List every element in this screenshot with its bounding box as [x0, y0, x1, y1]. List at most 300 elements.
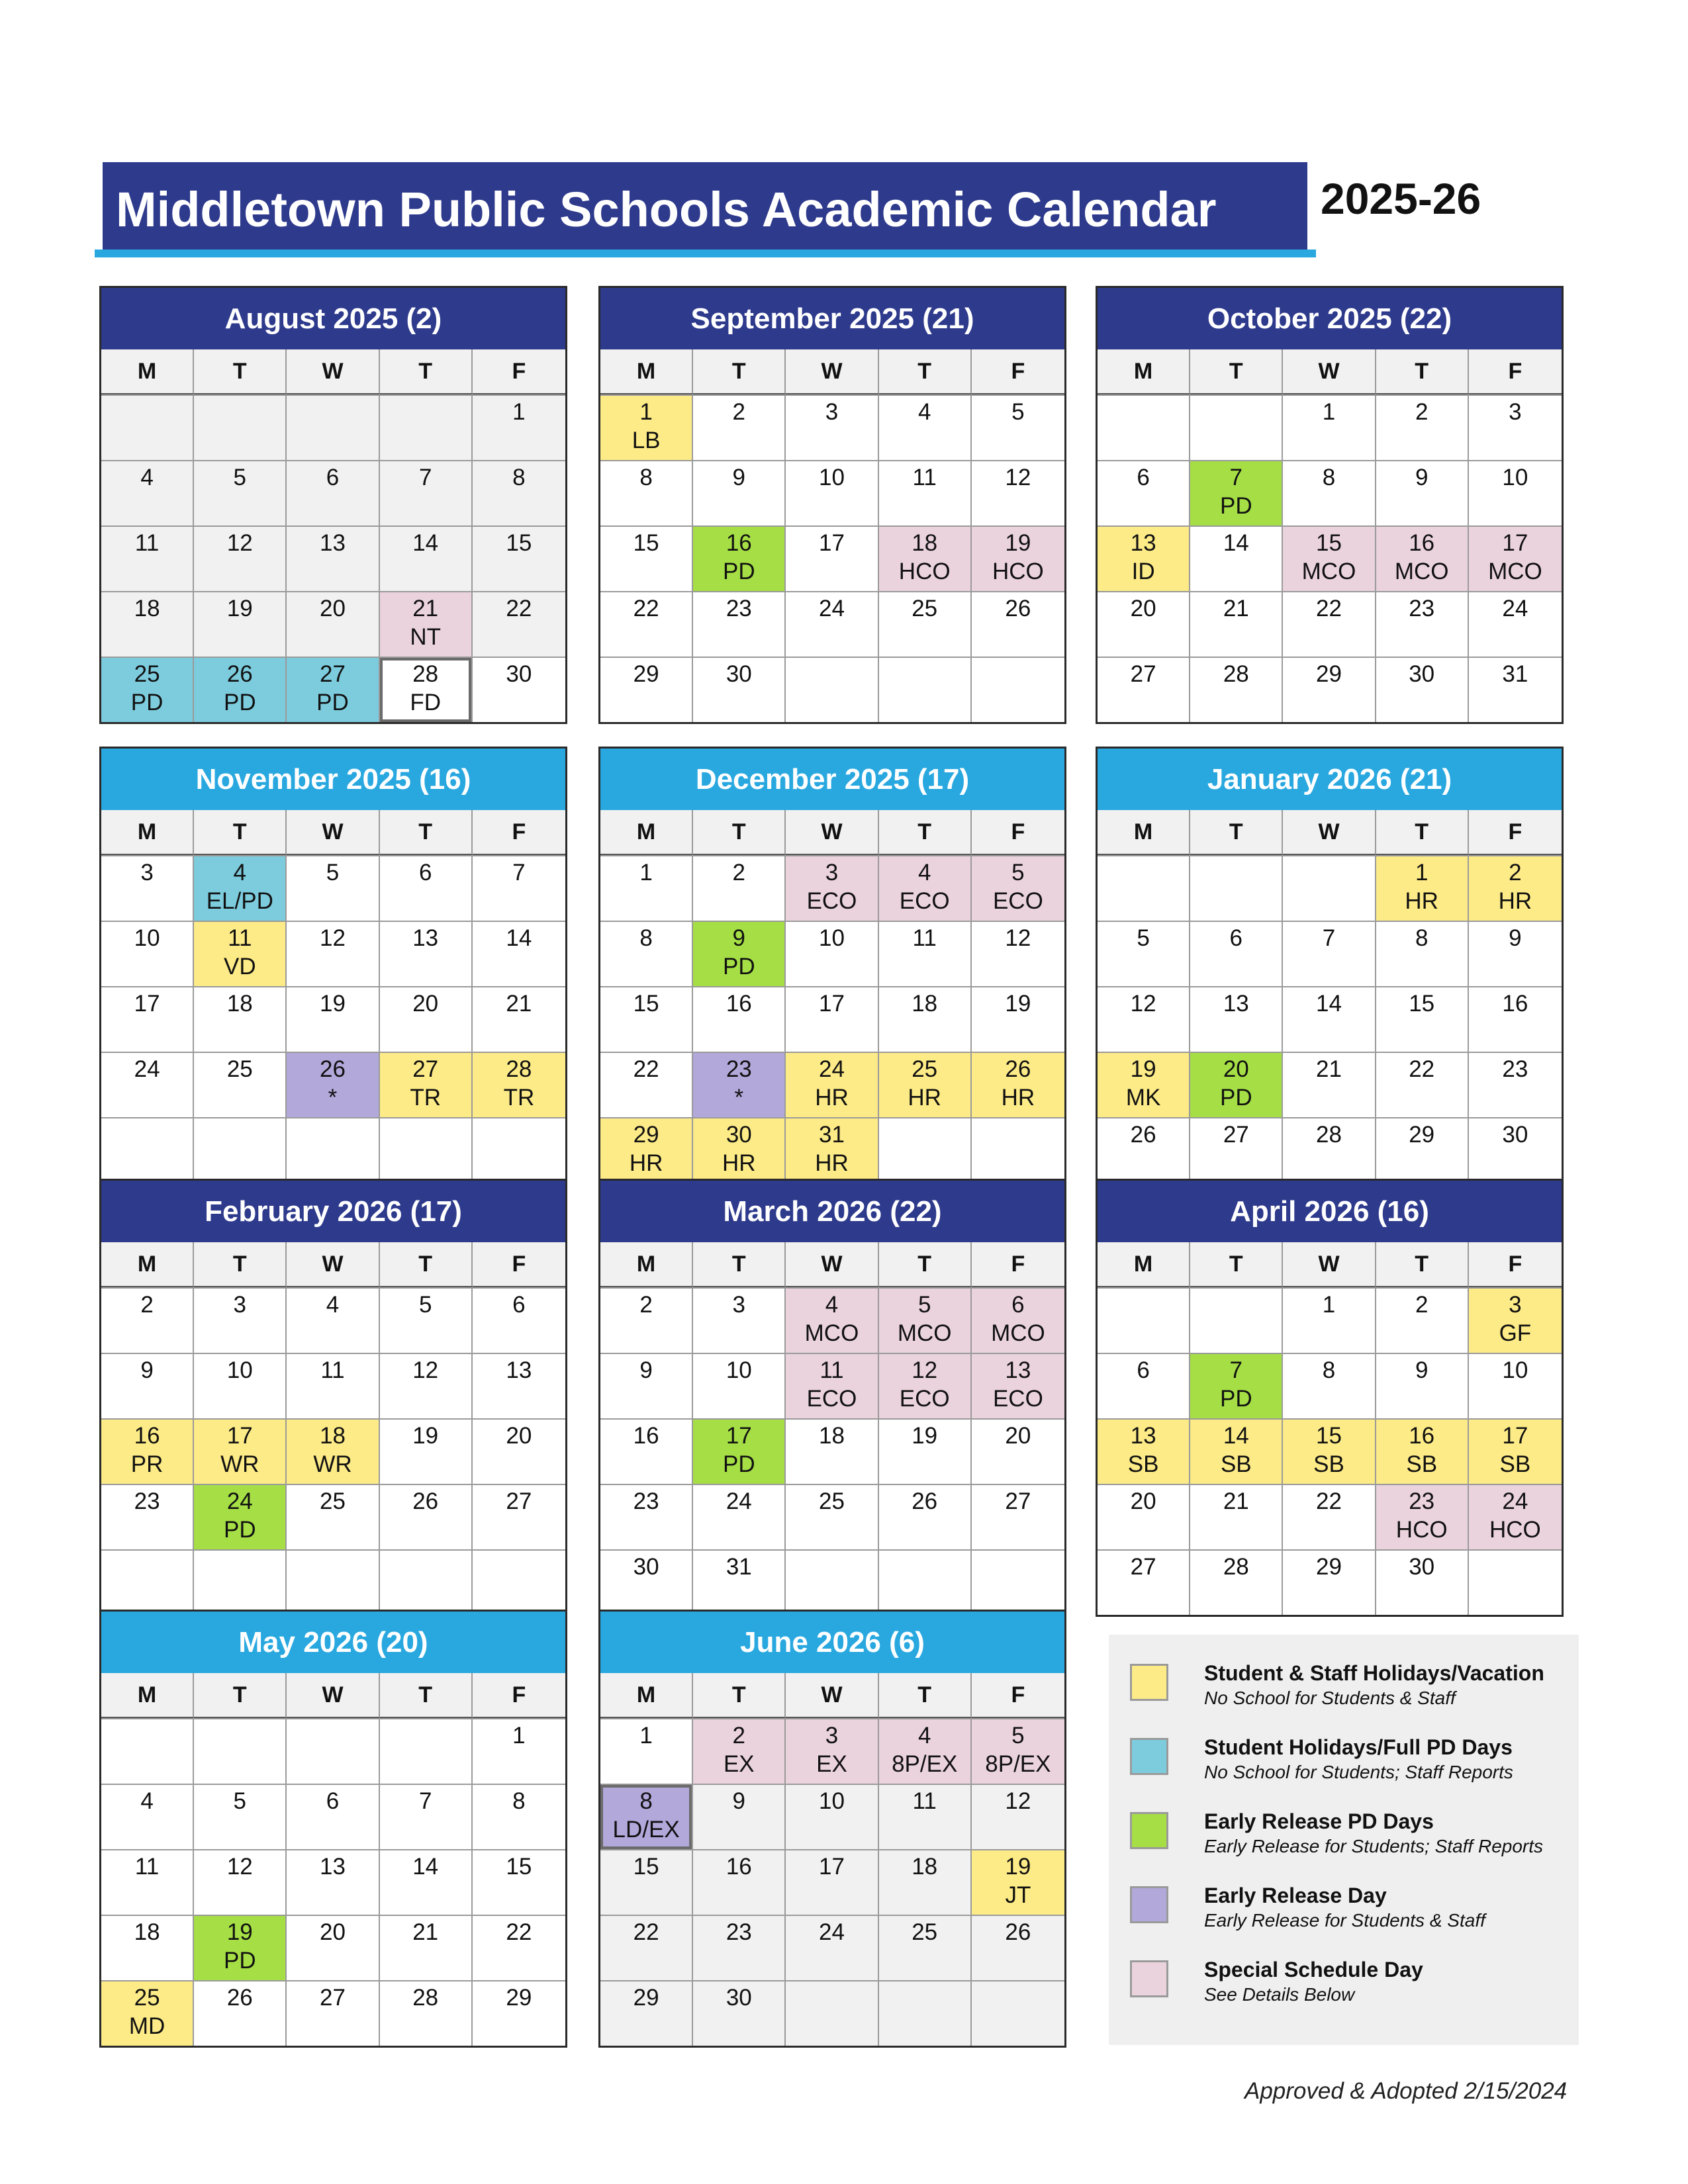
day-cell	[786, 855, 878, 921]
day-cell	[101, 460, 194, 525]
day-cell	[600, 1980, 693, 2046]
day-number: 7	[1322, 925, 1336, 951]
day-cell	[786, 921, 878, 986]
day-number: 12	[912, 1357, 938, 1383]
day-cell	[972, 591, 1064, 657]
day-number: 11	[134, 1854, 160, 1880]
day-cell	[1098, 1052, 1190, 1117]
day-cell	[879, 986, 972, 1052]
day-number: 19	[226, 1919, 253, 1945]
day-code: HR	[629, 1150, 663, 1176]
day-cell	[693, 394, 786, 460]
day-number: 25	[912, 1056, 938, 1082]
weekday-header: T	[693, 1673, 786, 1718]
legend-label: Early Release PD Days	[1204, 1809, 1434, 1833]
day-cell	[1283, 460, 1376, 525]
day-number: 29	[506, 1985, 532, 2011]
day-number: 2	[1415, 1292, 1429, 1318]
day-code: 8P/EX	[892, 1751, 958, 1777]
day-number: 16	[134, 1423, 160, 1449]
day-number: 24	[819, 1056, 845, 1082]
day-cell	[380, 657, 473, 722]
day-number: 30	[633, 1554, 659, 1580]
day-number: 25	[226, 1056, 253, 1082]
day-cell	[972, 394, 1064, 460]
day-cell	[879, 921, 972, 986]
day-number: 18	[912, 991, 938, 1017]
day-cell	[972, 1980, 1064, 2046]
weekday-header: M	[600, 1673, 693, 1718]
day-number: 9	[732, 925, 746, 951]
weekday-header: F	[1469, 349, 1562, 394]
day-cell	[879, 1980, 972, 2046]
day-number: 8	[639, 925, 653, 951]
day-number: 24	[1502, 596, 1528, 621]
day-number: 2	[732, 1723, 746, 1749]
weekday-header: T	[1190, 1242, 1283, 1287]
day-number: 9	[1415, 465, 1429, 490]
day-code: MD	[128, 2013, 165, 2039]
day-cell	[380, 855, 473, 921]
day-number: 22	[506, 596, 532, 621]
weekday-header: T	[693, 1242, 786, 1287]
day-number: 6	[1229, 925, 1243, 951]
day-number: 8	[1415, 925, 1429, 951]
day-number: 13	[1130, 530, 1156, 556]
day-cell	[287, 1849, 379, 1915]
weekday-header: T	[380, 349, 473, 394]
day-cell	[972, 1117, 1064, 1183]
day-number: 6	[512, 1292, 526, 1318]
day-cell	[473, 1418, 565, 1484]
legend-label: Special Schedule Day	[1204, 1958, 1423, 1981]
day-cell	[287, 986, 379, 1052]
weekday-header: W	[287, 349, 379, 394]
weekday-header: F	[1469, 1242, 1562, 1287]
day-code: ECO	[992, 1386, 1043, 1412]
day-number: 5	[1137, 925, 1150, 951]
day-cell	[287, 1915, 379, 1980]
month-calendar	[99, 286, 567, 724]
day-number: 11	[912, 925, 937, 951]
legend-label: Student & Staff Holidays/Vacation	[1204, 1661, 1544, 1685]
day-number: 12	[1005, 465, 1031, 490]
day-code: HCO	[898, 559, 951, 584]
day-cell	[1469, 1418, 1562, 1484]
day-cell	[693, 1915, 786, 1980]
day-cell	[287, 591, 379, 657]
day-cell	[1190, 1117, 1283, 1183]
day-code: PD	[1219, 1386, 1252, 1412]
day-number: 2	[639, 1292, 653, 1318]
day-cell	[600, 1052, 693, 1117]
day-cell	[1376, 1549, 1469, 1615]
day-code: HR	[815, 1150, 849, 1176]
day-cell	[1283, 1418, 1376, 1484]
day-number: 31	[819, 1122, 845, 1148]
day-number: 16	[726, 991, 752, 1017]
day-cell	[600, 591, 693, 657]
day-number: 17	[819, 1854, 845, 1880]
day-cell	[101, 657, 194, 722]
day-code: EL/PD	[206, 888, 273, 914]
day-cell	[380, 1287, 473, 1353]
day-cell	[1190, 921, 1283, 986]
weekday-header: F	[972, 1673, 1064, 1718]
day-cell	[194, 1484, 287, 1549]
day-cell	[1469, 394, 1562, 460]
day-code: PD	[316, 690, 349, 715]
day-cell	[879, 1287, 972, 1353]
day-cell	[101, 394, 194, 460]
day-cell	[1376, 986, 1469, 1052]
weekday-header: M	[600, 349, 693, 394]
day-number: 6	[1011, 1292, 1025, 1318]
day-cell	[380, 986, 473, 1052]
day-code: FD	[410, 690, 442, 715]
weekday-header: T	[194, 1673, 287, 1718]
day-cell	[380, 921, 473, 986]
day-code: SB	[1127, 1451, 1159, 1477]
day-cell	[1190, 1052, 1283, 1117]
day-code: MK	[1125, 1085, 1161, 1111]
day-cell	[786, 525, 878, 591]
day-cell	[1098, 855, 1190, 921]
day-number: 26	[1130, 1122, 1156, 1148]
weekday-header: T	[1376, 1242, 1469, 1287]
day-cell	[693, 1849, 786, 1915]
day-number: 8	[512, 1788, 526, 1814]
day-number: 15	[633, 530, 659, 556]
day-cell	[786, 460, 878, 525]
day-number: 9	[732, 465, 746, 490]
day-cell	[693, 1353, 786, 1418]
day-number: 16	[1502, 991, 1528, 1017]
day-number: 10	[134, 925, 160, 951]
day-cell	[693, 460, 786, 525]
day-cell	[600, 394, 693, 460]
day-number: 28	[1316, 1122, 1342, 1148]
day-cell	[600, 460, 693, 525]
day-number: 13	[320, 530, 346, 556]
day-code: HCO	[992, 559, 1044, 584]
day-cell	[287, 921, 379, 986]
day-number: 14	[412, 1854, 439, 1880]
weekday-header: T	[693, 349, 786, 394]
day-number: 4	[140, 1788, 154, 1814]
day-number: 1	[639, 860, 653, 886]
day-cell	[786, 1117, 878, 1183]
day-number: 5	[1011, 399, 1025, 425]
day-number: 7	[512, 860, 526, 886]
day-cell	[194, 591, 287, 657]
day-cell	[972, 657, 1064, 722]
day-cell	[1190, 1353, 1283, 1418]
month-title: May 2026 (20)	[101, 1612, 565, 1673]
day-cell	[194, 921, 287, 986]
day-cell	[380, 1353, 473, 1418]
day-number: 27	[1130, 1554, 1156, 1580]
month-title: December 2025 (17)	[600, 749, 1064, 810]
day-number: 23	[726, 596, 752, 621]
day-cell	[473, 657, 565, 722]
day-number: 23	[134, 1488, 160, 1514]
day-cell	[1190, 1287, 1283, 1353]
day-number: 19	[412, 1423, 439, 1449]
day-number: 14	[1223, 1423, 1249, 1449]
weekday-header: T	[194, 349, 287, 394]
day-cell	[380, 1418, 473, 1484]
day-number: 21	[1316, 1056, 1342, 1082]
school-year: 2025-26	[1321, 174, 1481, 223]
weekday-header: T	[194, 1242, 287, 1287]
day-cell	[1376, 1052, 1469, 1117]
day-cell	[879, 1549, 972, 1615]
day-cell	[600, 1718, 693, 1784]
weekday-header: T	[1190, 349, 1283, 394]
day-cell	[1190, 460, 1283, 525]
day-cell	[1376, 525, 1469, 591]
day-code: MCO	[991, 1320, 1045, 1346]
day-cell	[101, 591, 194, 657]
day-number: 28	[412, 1985, 439, 2011]
day-cell	[1098, 525, 1190, 591]
day-cell	[972, 1549, 1064, 1615]
day-number: 7	[1229, 465, 1243, 490]
day-code: ECO	[899, 1386, 950, 1412]
day-number: 16	[726, 530, 752, 556]
day-cell	[1098, 657, 1190, 722]
day-cell	[693, 525, 786, 591]
day-code: WR	[313, 1451, 352, 1477]
day-code: WR	[220, 1451, 259, 1477]
day-cell	[101, 1418, 194, 1484]
day-number: 4	[917, 399, 931, 425]
day-cell	[693, 986, 786, 1052]
legend-label: Student Holidays/Full PD Days	[1204, 1735, 1513, 1759]
day-number: 24	[134, 1056, 160, 1082]
day-cell	[1283, 1484, 1376, 1549]
day-number: 22	[633, 596, 659, 621]
day-number: 9	[140, 1357, 154, 1383]
day-code: LB	[632, 428, 661, 453]
day-code: PR	[130, 1451, 164, 1477]
day-cell	[194, 1052, 287, 1117]
weekday-header: M	[101, 1242, 194, 1287]
day-cell	[693, 1287, 786, 1353]
day-cell	[1283, 986, 1376, 1052]
weekday-header: M	[1098, 349, 1190, 394]
day-number: 21	[506, 991, 532, 1017]
day-cell	[693, 657, 786, 722]
weekday-header: M	[101, 1673, 194, 1718]
day-code: LD/EX	[612, 1817, 680, 1843]
day-code: PD	[722, 1451, 755, 1477]
day-cell	[101, 1287, 194, 1353]
day-cell	[287, 1718, 379, 1784]
day-cell	[1190, 1484, 1283, 1549]
day-number: 8	[639, 465, 653, 490]
day-number: 12	[1005, 925, 1031, 951]
day-cell	[194, 1549, 287, 1615]
day-cell	[1098, 1484, 1190, 1549]
day-cell	[380, 1915, 473, 1980]
day-cell	[194, 394, 287, 460]
weekday-header: T	[693, 810, 786, 855]
month-calendar	[1096, 1179, 1564, 1617]
day-code: PD	[1219, 1085, 1252, 1111]
day-number: 27	[1130, 661, 1156, 687]
weekday-header: M	[600, 1242, 693, 1287]
legend-label: Early Release Day	[1204, 1884, 1387, 1907]
day-cell	[1283, 525, 1376, 591]
day-cell	[786, 1549, 878, 1615]
day-number: 23	[1409, 1488, 1435, 1514]
weekday-header: T	[879, 1673, 972, 1718]
day-number: 12	[1130, 991, 1156, 1017]
day-number: 1	[639, 1723, 653, 1749]
day-number: 27	[1223, 1122, 1249, 1148]
day-cell	[786, 1418, 878, 1484]
day-cell	[693, 1980, 786, 2046]
day-cell	[287, 1549, 379, 1615]
day-cell	[473, 1980, 565, 2046]
day-cell	[879, 460, 972, 525]
day-cell	[1469, 1117, 1562, 1183]
day-number: 29	[633, 1985, 659, 2011]
day-number: 31	[726, 1554, 752, 1580]
day-cell	[786, 1849, 878, 1915]
day-number: 15	[506, 1854, 532, 1880]
day-number: 11	[320, 1357, 345, 1383]
month-title: November 2025 (16)	[101, 749, 565, 810]
day-number: 29	[633, 1122, 659, 1148]
weekday-header: W	[786, 1242, 878, 1287]
day-number: 21	[1223, 1488, 1249, 1514]
day-number: 3	[140, 860, 154, 886]
day-cell	[473, 1353, 565, 1418]
day-cell	[1376, 1353, 1469, 1418]
day-number: 15	[633, 1854, 659, 1880]
day-cell	[473, 1287, 565, 1353]
day-code: TR	[503, 1085, 535, 1111]
day-number: 17	[1502, 530, 1528, 556]
day-number: 26	[320, 1056, 346, 1082]
day-cell	[194, 1418, 287, 1484]
page-title: Middletown Public Schools Academic Calendar	[103, 162, 1307, 256]
day-number: 15	[1409, 991, 1435, 1017]
day-number: 6	[326, 465, 340, 490]
day-cell	[101, 921, 194, 986]
day-number: 27	[412, 1056, 439, 1082]
day-cell	[1098, 460, 1190, 525]
day-code: MCO	[1301, 559, 1356, 584]
day-number: 19	[226, 596, 253, 621]
day-cell	[693, 1117, 786, 1183]
day-number: 28	[412, 661, 439, 687]
day-code: VD	[223, 954, 256, 979]
day-cell	[380, 1549, 473, 1615]
day-cell	[380, 1980, 473, 2046]
day-cell	[1098, 921, 1190, 986]
legend-description: Early Release for Students; Staff Reports	[1204, 1836, 1544, 1856]
day-cell	[287, 1052, 379, 1117]
day-cell	[194, 1915, 287, 1980]
day-number: 1	[512, 399, 526, 425]
day-cell	[194, 1849, 287, 1915]
weekday-header: T	[380, 1673, 473, 1718]
day-cell	[600, 1117, 693, 1183]
day-cell	[287, 1784, 379, 1849]
month-calendar	[598, 1179, 1066, 1617]
day-number: 22	[506, 1919, 532, 1945]
weekday-header: F	[473, 810, 565, 855]
day-number: 16	[726, 1854, 752, 1880]
day-number: 10	[726, 1357, 752, 1383]
day-cell	[1190, 855, 1283, 921]
day-cell	[1098, 394, 1190, 460]
day-cell	[380, 1718, 473, 1784]
month-calendar	[598, 747, 1066, 1185]
day-cell	[600, 986, 693, 1052]
day-code: SB	[1313, 1451, 1344, 1477]
day-number: 6	[1137, 1357, 1150, 1383]
day-number: 17	[726, 1423, 752, 1449]
day-code: HR	[1001, 1085, 1035, 1111]
day-number: 12	[226, 1854, 253, 1880]
day-cell	[972, 1915, 1064, 1980]
day-cell	[473, 460, 565, 525]
day-number: 14	[506, 925, 532, 951]
day-number: 26	[1005, 1919, 1031, 1945]
day-cell	[879, 1353, 972, 1418]
day-cell	[972, 1287, 1064, 1353]
day-code: NT	[410, 624, 442, 650]
day-number: 19	[1005, 1854, 1031, 1880]
day-cell	[972, 1052, 1064, 1117]
weekday-header: T	[879, 349, 972, 394]
month-calendar	[99, 1610, 567, 2048]
month-title: April 2026 (16)	[1098, 1181, 1562, 1242]
day-number: 18	[320, 1423, 346, 1449]
day-cell	[1376, 855, 1469, 921]
day-number: 24	[226, 1488, 253, 1514]
day-code: HR	[908, 1085, 941, 1111]
weekday-header: W	[786, 1673, 878, 1718]
day-cell	[600, 657, 693, 722]
day-number: 30	[1409, 661, 1435, 687]
day-number: 16	[1409, 1423, 1435, 1449]
day-cell	[600, 1849, 693, 1915]
day-cell	[600, 525, 693, 591]
day-cell	[194, 657, 287, 722]
day-code: HR	[1405, 888, 1438, 914]
day-cell	[600, 1287, 693, 1353]
day-code: PD	[722, 559, 755, 584]
legend-swatch	[1130, 1886, 1168, 1923]
weekday-header: F	[473, 1673, 565, 1718]
day-code: ECO	[806, 1386, 857, 1412]
legend-description: See Details Below	[1204, 1984, 1355, 2005]
day-code: EX	[723, 1751, 755, 1777]
day-number: 31	[1502, 661, 1528, 687]
weekday-header: W	[1283, 810, 1376, 855]
day-number: 23	[1502, 1056, 1528, 1082]
day-number: 5	[418, 1292, 432, 1318]
legend	[1109, 1635, 1579, 2045]
day-cell	[1469, 1353, 1562, 1418]
day-cell	[473, 1117, 565, 1183]
